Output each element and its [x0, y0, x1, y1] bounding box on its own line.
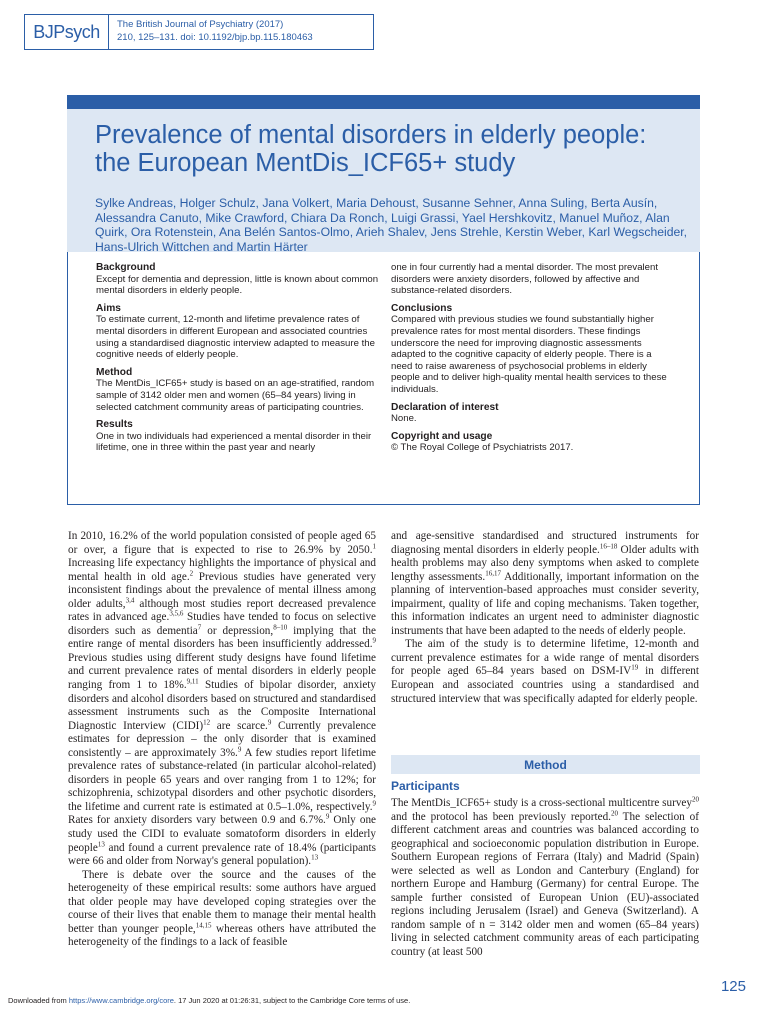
body-paragraph: There is debate over the source and the causes of the heterogeneity of these empirical results: some authors have argued that older people may have developed coping strategies over the course of their lives that enable them to manage their mental health better than younger people,$^{14,15}$ whereas others have attributed the heterogeneity of the findings to a lack of feasible	[68, 868, 376, 949]
abstract-heading-results: Results	[96, 419, 133, 431]
abstract-right-column	[391, 262, 675, 454]
body-paragraph: In 2010, 16.2% of the world population consisted of people aged 65 or over, a figure that is expected to rise to 26.9% by 2050.$^1$ Increasing life expectancy highlights the importance of physical and mental health in old age.$^2$ Previous studies have generated very inconsistent findings about the prevalence of mental illness among older adults,$^{3,4}$ although most studies report decreased prevalence rates in advanced age.$^{3,5,6}$ Studies have tended to focus on selective disorders such as dementia$^7$ or depression,$^{8-10}$ implying that the entire range of mental disorders has been insufficiently addressed.$^9$ Previous studies using different study designs have found lifetime and current prevalence rates of mental disorders in elderly people ranging from 1 to 18%.$^{9,11}$ Studies of bipolar disorder, anxiety disorders and alcohol disorders based on structured and standardised assessment instruments such as the Composite International Diagnostic Interview (CIDI)$^{12}$ are scarce.$^9$ Currently prevalence estimates for depression – the only disorder that is examined consistently – are approximately 3%.$^9$ A few studies report lifetime prevalence rates of substance-related (in particular alcohol-related) disorders in people 65 years and over ranging from 1 to 12%; for schizophrenia, schizotypal disorders and other psychotic disorders, the lifetime and current rate is estimated at 0.5–1.0%, respectively.$^9$ Rates for anxiety disorders vary between 0.9 and 6.7%.$^9$ Only one study used the CIDI to evaluate somatoform disorders in elderly people$^{13}$ and found a current prevalence rate of 18.4% (participants were 66 and older from Norway's general population).$^{13}$	[68, 530, 377, 868]
abstract-heading-declaration: Declaration of interest	[391, 401, 499, 413]
abstract-text-copyright: © The Royal College of Psychiatrists 2017.	[391, 442, 574, 454]
abstract-heading-method: Method	[96, 366, 133, 378]
body-left-column	[68, 530, 376, 950]
journal-logo-text: BJPsych	[33, 21, 100, 42]
body-paragraph: The MentDis_ICF65+ study is a cross-sectional multicentre survey$^{20}$ and the protocol has been previously reported.$^{20}$ The selection of different catchment areas and countries was balanced according to geographical and socioeconomic population distribution in Europe. Southern European regions of Ferrara (Italy) and Madrid (Spain) were selected as well as London and Canterbury (England) for northern Europe and Hamburg (Germany) for central Europe. The sample further consisted of European Union (EU)-associated regions including Jerusalem (Israel) and Geneva (Switzerland). A random sample of n = 3142 older men and women (65–84 years) living in selected catchment community areas of each participating country (at least 500	[391, 795, 700, 959]
citation: 210, 125–131. doi: 10.1192/bjp.bp.115.180463	[117, 32, 313, 43]
abstract-box	[67, 252, 700, 505]
journal-logo	[24, 14, 109, 50]
abstract-text-background: Except for dementia and depression, little is known about common mental disorders in elderly people.	[96, 273, 379, 297]
abstract-text-conclusions: Compared with previous studies we found substantially higher prevalence rates for most mental disorders. These findings underscore the need for improving diagnostic assessments adapted to the cognitive capacity of elderly people. There is a need to raise awareness of psychosocial problems in elderly people and to deliver high-quality mental health services to these individuals.	[391, 314, 667, 395]
body-right-column-lower	[391, 797, 699, 960]
author-list: Sylke Andreas, Holger Schulz, Jana Volkert, Maria Dehoust, Susanne Sehner, Anna Suling, Berta Ausín, Alessandra Canuto, Mike Crawford, Chiara Da Ronch, Luigi Grassi, Yael Hershkovitz, Manuel Muñoz, Alan Quirk, Ora Rotenstein, Ana Belén Santos-Olmo, Arieh Shalev, Jens Strehle, Kerstin Weber, Karl Wegscheider, Hans-Ulrich Wittchen and Martin Härter	[95, 196, 688, 254]
abstract-heading-background: Background	[96, 262, 156, 273]
abstract-text-declaration: None.	[391, 413, 417, 425]
article-title: Prevalence of mental disorders in elderly people: the European MentDis_ICF65+ study	[95, 121, 647, 177]
body-paragraph: and age-sensitive standardised and structured instruments for diagnosing mental disorders in elderly people.$^{16-18}$ Older adults with health problems may also deny symptoms when asked to complete lengthy assessments.$^{16,17}$ Additionally, important information on the planning of intervention-based approaches must consider severity, impairment, quality of life and coping mechanisms. Taken together, this information indicates an urgent need to administer diagnostic instruments that have been adapted to the needs of elderly people.	[391, 530, 699, 637]
abstract-text-method: The MentDis_ICF65+ study is based on an age-stratified, random sample of 3142 older men and women (65–84 years) living in selected catchment community areas of participating countries.	[96, 378, 375, 413]
body-paragraph: The aim of the study is to determine lifetime, 12-month and current prevalence estimates for a wide range of mental disorders for people aged 65–84 years based on DSM-IV$^{19}$ in different European and associated countries using a standardised and structured interview that was specifically adapted for elderly people.	[391, 638, 700, 705]
abstract-text-aims: To estimate current, 12-month and lifetime prevalence rates of mental disorders in different European and associated countries using a standardised diagnostic interview adapted to measure the cognitive needs of elderly people.	[96, 314, 375, 361]
download-notice: Downloaded from https://www.cambridge.org/core. 17 Jun 2020 at 01:26:31, subject to the Cambridge Core terms of use.	[8, 996, 411, 1005]
abstract-heading-copyright: Copyright and usage	[391, 430, 493, 442]
section-heading-method: Method	[391, 755, 700, 774]
abstract-text-results-b: one in four currently had a mental disorder. The most prevalent disorders were anxiety disorders, followed by affective and substance-related disorders.	[391, 262, 658, 297]
journal-year: (2017)	[255, 19, 284, 30]
abstract-heading-aims: Aims	[96, 302, 121, 314]
abstract-left-column	[96, 262, 380, 454]
abstract-text-results-a: One in two individuals had experienced a mental disorder in their lifetime, one in three within the past year and nearly	[96, 430, 372, 454]
abstract-heading-conclusions: Conclusions	[391, 302, 453, 314]
journal-citation-box	[108, 14, 374, 50]
title-panel	[67, 95, 700, 252]
journal-name: The British Journal of Psychiatry	[117, 19, 254, 30]
page-number: 125	[720, 978, 746, 995]
subsection-heading-participants: Participants	[391, 779, 460, 793]
body-right-column	[391, 530, 699, 706]
cambridge-core-link[interactable]: https://www.cambridge.org/core	[68, 996, 174, 1005]
